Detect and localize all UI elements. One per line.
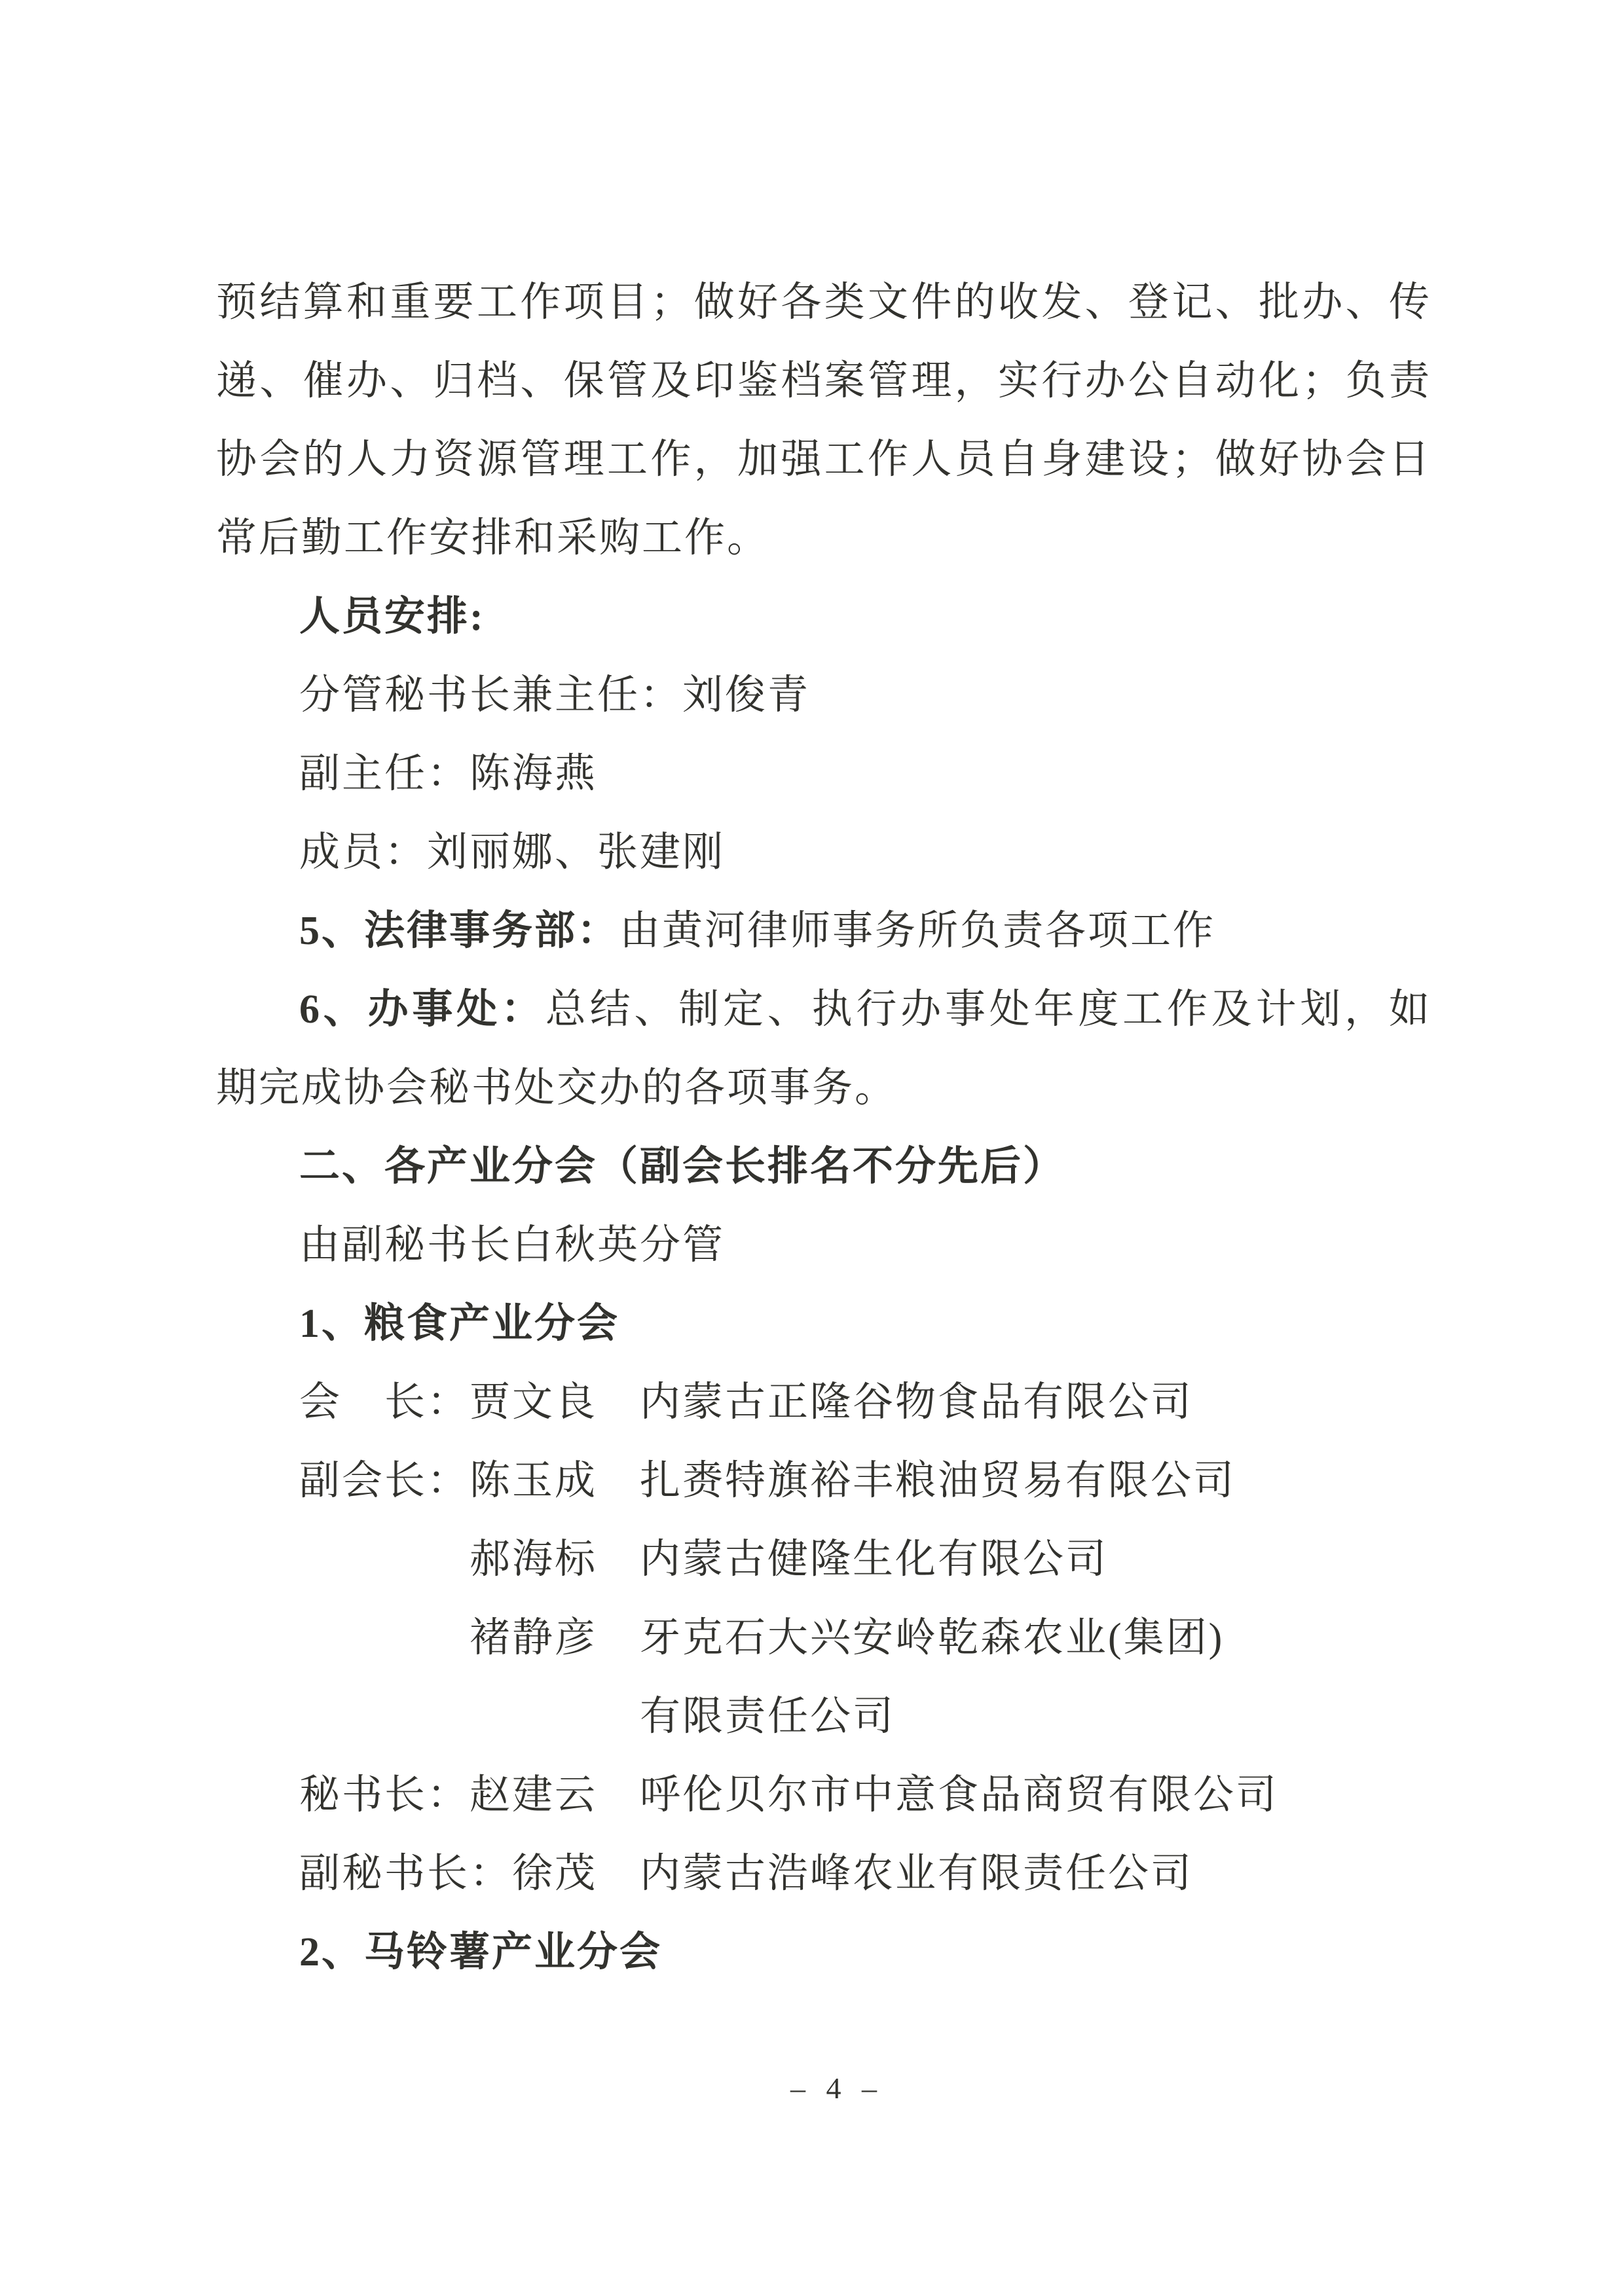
text-segment: 由黄河律师事务所负责各项工作: [619, 909, 1216, 953]
text-segment: 总结、制定、执行办事处年度工作及计划，如: [545, 987, 1431, 1032]
text-segment: 副会长：陈玉成 扎赉特旗裕丰粮油贸易有限公司: [299, 1459, 1236, 1503]
document-line: [216, 892, 1431, 970]
text-segment: 褚静彦 牙克石大兴安岭乾森农业(集团): [299, 1616, 1225, 1660]
text-segment: 副秘书长：徐茂 内蒙古浩峰农业有限责任公司: [299, 1851, 1194, 1896]
bold-text-segment: 6、办事处：: [299, 987, 545, 1032]
text-segment: 递、催办、归档、保管及印鉴档案管理，实行办公自动化；负责: [216, 359, 1431, 403]
text-segment: 分管秘书长兼主任：刘俊青: [299, 673, 811, 718]
document-line: [216, 1049, 1431, 1127]
document-line: [216, 656, 1431, 735]
document-line: [216, 1599, 1431, 1677]
document-line: [216, 1442, 1431, 1520]
document-line: [216, 342, 1431, 420]
document-line: [216, 420, 1431, 499]
text-segment: 有限责任公司: [299, 1694, 896, 1739]
document-line: [216, 1913, 1431, 1992]
bold-text-segment: 5、法律事务部：: [299, 909, 620, 953]
text-segment: 期完成协会秘书处交办的各项事务。: [216, 1066, 898, 1110]
document-line: [216, 1206, 1431, 1285]
document-line: [216, 970, 1431, 1049]
bold-text-segment: 1、粮食产业分会: [299, 1302, 620, 1346]
document-line: [216, 1520, 1431, 1599]
document-line: [216, 1834, 1431, 1913]
text-segment: 成员：刘丽娜、张建刚: [299, 830, 726, 875]
text-block: [216, 263, 1431, 1992]
text-segment: 郝海标 内蒙古健隆生化有限公司: [299, 1537, 1109, 1582]
document-line: [216, 1127, 1431, 1206]
document-line: [216, 1756, 1431, 1834]
document-line: [216, 1363, 1431, 1442]
text-segment: 会 长：贾文良 内蒙古正隆谷物食品有限公司: [299, 1380, 1194, 1425]
text-segment: 预结算和重要工作项目；做好各类文件的收发、登记、批办、传: [216, 280, 1431, 325]
text-segment: 常后勤工作安排和采购工作。: [216, 516, 770, 560]
bold-text-segment: 人员安排:: [299, 594, 485, 639]
document-line: [216, 735, 1431, 813]
document-line: [216, 813, 1431, 892]
document-line: [216, 577, 1431, 656]
text-segment: 协会的人力资源管理工作，加强工作人员自身建设；做好协会日: [216, 437, 1431, 482]
bold-text-segment: 二、各产业分会（副会长排名不分先后）: [299, 1144, 1066, 1189]
text-segment: 秘书长：赵建云 呼伦贝尔市中意食品商贸有限公司: [299, 1773, 1279, 1817]
document-line: [216, 499, 1431, 577]
bold-text-segment: 2、马铃薯产业分会: [299, 1930, 663, 1975]
document-line: [216, 263, 1431, 342]
document-line: [216, 1285, 1431, 1363]
page-number: – 4 –: [790, 2071, 883, 2105]
document-line: [216, 1677, 1431, 1756]
text-segment: 副主任：陈海燕: [299, 752, 598, 796]
text-segment: 由副秘书长白秋英分管: [299, 1223, 726, 1267]
